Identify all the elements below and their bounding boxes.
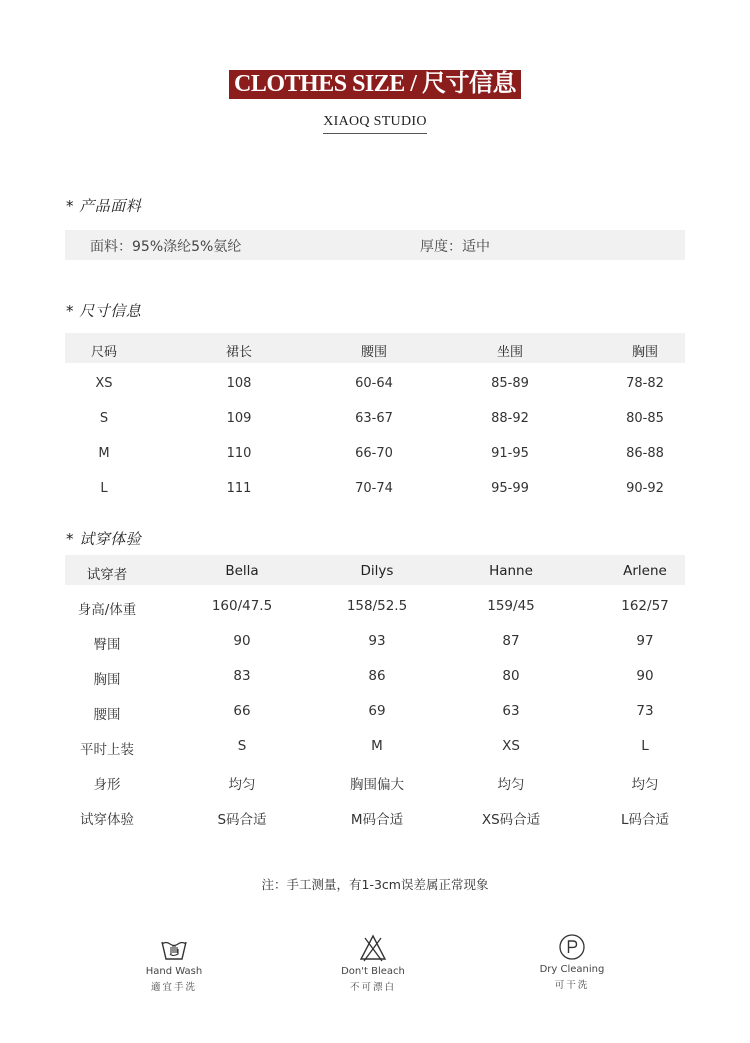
hand-wash-icon — [159, 933, 189, 963]
fitting-heading: * 试穿体验 — [66, 530, 142, 548]
fitting-cell: 73 — [636, 703, 654, 719]
size-col-header: 裙长 — [225, 345, 252, 360]
size-heading: * 尺寸信息 — [66, 302, 142, 320]
size-cell: 88-92 — [491, 411, 529, 426]
size-cell: XS — [95, 376, 113, 391]
fitting-cell: S — [237, 738, 247, 754]
fitting-cell: 平时上装 — [80, 742, 134, 758]
size-cell: 80-85 — [626, 411, 664, 426]
fitting-cell: 80 — [502, 668, 520, 684]
fitting-cell: 臀围 — [93, 637, 121, 653]
care-label-cn: 不可漂白 — [349, 982, 396, 993]
size-col-header: 胸围 — [631, 345, 658, 360]
fitting-cell: 63 — [502, 703, 520, 719]
size-cell: 90-92 — [626, 481, 664, 496]
fitting-cell: 160/47.5 — [211, 598, 273, 614]
studio-name: XIAOQ STUDIO — [323, 114, 427, 134]
fitting-cell: 158/52.5 — [346, 598, 408, 614]
fitting-cell: 83 — [233, 668, 251, 684]
fabric-heading: * 产品面料 — [66, 197, 142, 215]
size-cell: 111 — [226, 481, 252, 496]
fitting-cell: M码合适 — [350, 812, 404, 828]
fitting-cell: 腰围 — [93, 707, 121, 723]
size-cell: 78-82 — [626, 376, 664, 391]
fitting-col-header: Bella — [225, 563, 259, 579]
fitting-cell: 87 — [502, 633, 520, 649]
size-cell: 85-89 — [491, 376, 529, 391]
size-cell: 91-95 — [491, 446, 529, 461]
fabric-thickness: 厚度：适中 — [420, 239, 490, 255]
fitting-cell: S码合适 — [217, 812, 267, 828]
fitting-cell: 身形 — [93, 777, 121, 793]
size-cell: M — [98, 446, 110, 461]
dry-clean-icon — [557, 933, 587, 961]
page-title: CLOTHES SIZE / 尺寸信息 — [229, 70, 521, 99]
fitting-cell: XS — [502, 738, 520, 754]
fitting-cell: L码合适 — [620, 812, 670, 828]
fitting-cell: 93 — [368, 633, 386, 649]
size-cell: 95-99 — [491, 481, 529, 496]
size-cell: L — [100, 481, 108, 496]
size-cell: 63-67 — [355, 411, 393, 426]
size-col-header: 坐围 — [496, 345, 523, 360]
fitting-cell: 胸围偏大 — [350, 777, 404, 793]
size-cell: 60-64 — [355, 376, 393, 391]
fitting-col-header: Arlene — [623, 563, 667, 579]
fitting-cell: 86 — [368, 668, 386, 684]
fitting-cell: 均匀 — [228, 777, 256, 793]
fitting-col-header: Dilys — [360, 563, 394, 579]
size-cell: S — [99, 411, 109, 426]
fitting-col-header: 试穿者 — [86, 567, 128, 583]
size-cell: 70-74 — [355, 481, 393, 496]
fitting-cell: 均匀 — [631, 777, 659, 793]
fitting-col-header: Hanne — [489, 563, 533, 579]
fitting-cell: 身高/体重 — [77, 602, 137, 618]
fitting-cell: 162/57 — [621, 598, 669, 614]
fitting-cell: 试穿体验 — [80, 812, 134, 828]
care-label-cn: 可干洗 — [554, 980, 590, 991]
fitting-cell: XS码合适 — [481, 812, 541, 828]
size-cell: 108 — [226, 376, 252, 391]
size-col-header: 尺码 — [90, 345, 117, 360]
care-item-hand-wash — [114, 933, 234, 993]
size-cell: 109 — [226, 411, 252, 426]
fitting-cell: M — [371, 738, 383, 754]
size-cell: 66-70 — [355, 446, 393, 461]
fitting-cell: 69 — [368, 703, 386, 719]
fitting-cell: 97 — [636, 633, 654, 649]
fitting-cell: 胸围 — [93, 672, 121, 688]
care-label-cn: 適宜手洗 — [150, 982, 197, 993]
fitting-cell: L — [641, 738, 649, 754]
care-item-no-bleach — [313, 933, 433, 993]
care-label-en: Don't Bleach — [341, 966, 405, 977]
care-item-dry-clean — [512, 933, 632, 991]
fitting-cell: 90 — [233, 633, 251, 649]
size-col-header: 腰围 — [360, 345, 387, 360]
fitting-cell: 均匀 — [497, 777, 525, 793]
fitting-cell: 66 — [233, 703, 251, 719]
fabric-material: 面料：95%涤纶5%氨纶 — [90, 239, 242, 255]
fitting-cell: 90 — [636, 668, 654, 684]
care-label-en: Dry Cleaning — [539, 964, 605, 975]
no-bleach-icon — [358, 933, 388, 963]
measurement-note: 注：手工测量，有1-3cm误差属正常现象 — [261, 877, 489, 892]
size-cell: 110 — [226, 446, 252, 461]
care-label-en: Hand Wash — [145, 966, 203, 977]
fitting-cell: 159/45 — [487, 598, 535, 614]
size-cell: 86-88 — [626, 446, 664, 461]
